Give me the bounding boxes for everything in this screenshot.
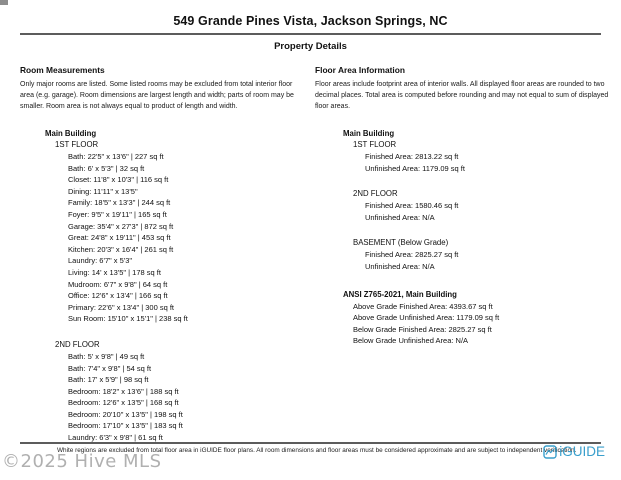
floor-block (353, 188, 609, 223)
room-row: Bath: 22'5" x 13'6" | 227 sq ft (68, 152, 164, 161)
room-row: Foyer: 9'5" x 19'11" | 165 sq ft (68, 209, 167, 219)
floor-block (55, 339, 295, 444)
building-name: Main Building (343, 129, 395, 138)
building-name: Main Building (45, 129, 97, 138)
area-row: Finished Area: 2825.27 sq ft (365, 250, 459, 260)
page-subtitle: Property Details (274, 41, 347, 52)
floor-area-section (315, 65, 609, 444)
floor-area-heading: Floor Area Information (315, 65, 405, 75)
room-row: Bath: 6' x 5'3" | 32 sq ft (68, 163, 145, 173)
iguide-logo-icon (543, 445, 557, 459)
room-row: Bath: 7'4" x 9'8" | 54 sq ft (68, 363, 152, 373)
floor-area-description: Floor areas include footprint area of interior walls. All displayed floor areas are rounded to two decimal places. Total area is computed before rounding and may not equal to sum of displayed floor areas. (315, 81, 609, 110)
floor-block (353, 139, 609, 174)
area-row: Finished Area: 2813.22 sq ft (365, 152, 459, 161)
room-row: Garage: 35'4" x 27'3" | 872 sq ft (68, 221, 174, 231)
corner-artifact (0, 0, 8, 5)
room-row: Laundry: 6'3" x 9'8" | 61 sq ft (68, 433, 163, 443)
ansi-row: Below Grade Finished Area: 2825.27 sq ft (353, 324, 492, 334)
room-row: Closet: 11'8" x 10'3" | 116 sq ft (68, 175, 169, 185)
room-row: Living: 14' x 13'5" | 178 sq ft (68, 267, 161, 277)
area-row: Unfinished Area: N/A (365, 261, 435, 271)
floor-name: 1ST FLOOR (353, 140, 397, 149)
room-row: Family: 18'5" x 13'3" | 244 sq ft (68, 198, 171, 208)
room-measurements-section (20, 65, 295, 444)
room-row: Bedroom: 17'10" x 13'5" | 183 sq ft (68, 421, 183, 431)
watermark: ©2025 Hive MLS (2, 451, 162, 472)
floor-block (55, 139, 295, 325)
room-row: Primary: 22'6" x 13'4" | 300 sq ft (68, 302, 175, 312)
room-row: Great: 24'8" x 19'11" | 453 sq ft (68, 233, 171, 243)
room-row: Bedroom: 18'2" x 13'6" | 188 sq ft (68, 386, 179, 396)
title-divider (20, 33, 601, 35)
room-row: Kitchen: 20'3" x 16'4" | 261 sq ft (68, 244, 174, 254)
floor-name: 2ND FLOOR (353, 189, 398, 199)
room-row: Bedroom: 20'10" x 13'5" | 198 sq ft (68, 409, 183, 419)
area-row: Unfinished Area: 1179.09 sq ft (365, 163, 465, 173)
iguide-logo (543, 445, 605, 459)
iguide-logo-text: iGUIDE (559, 444, 605, 459)
area-row: Unfinished Area: N/A (365, 212, 435, 222)
room-floors-list (55, 139, 295, 444)
ansi-heading: ANSI Z765-2021, Main Building (343, 289, 457, 299)
floor-block (353, 237, 609, 272)
room-row: Bedroom: 12'6" x 13'5" | 168 sq ft (68, 398, 179, 408)
room-measurements-description: Only major rooms are listed. Some listed rooms may be excluded from total interior floor area (e.g. garage). Room dimensions are largest length and width; parts of room may be smaller. Room area is not always equal to product of length and width. (20, 81, 294, 110)
room-row: Bath: 17' x 5'9" | 98 sq ft (68, 375, 149, 385)
ansi-lines (343, 301, 609, 347)
room-row: Mudroom: 6'7" x 9'8" | 64 sq ft (68, 279, 168, 289)
room-row: Bath: 5' x 9'8" | 49 sq ft (68, 351, 145, 361)
ansi-row: Below Grade Unfinished Area: N/A (353, 336, 469, 346)
area-floors-list (353, 139, 609, 273)
page-title: 549 Grande Pines Vista, Jackson Springs, NC (173, 14, 448, 28)
ansi-row: Above Grade Finished Area: 4393.67 sq ft (353, 301, 493, 311)
room-row: Office: 12'6" x 13'4" | 166 sq ft (68, 291, 168, 301)
area-row: Finished Area: 1580.46 sq ft (365, 201, 459, 211)
floor-name: BASEMENT (Below Grade) (353, 238, 449, 248)
floor-name: 1ST FLOOR (55, 140, 99, 149)
footer-disclaimer: White regions are excluded from total floor area in iGUIDE floor plans. All room dimensions and floor areas must be considered approximate and are subject to independent verification. (57, 447, 577, 454)
room-row: Laundry: 6'7" x 5'3" (68, 256, 133, 266)
ansi-row: Above Grade Unfinished Area: 1179.09 sq ft (353, 313, 500, 323)
ansi-section (343, 289, 609, 347)
content-columns (0, 65, 621, 444)
room-row: Dining: 11'11" x 13'5" (68, 186, 138, 196)
footer-divider (20, 442, 601, 444)
room-measurements-heading: Room Measurements (20, 65, 105, 75)
room-row: Sun Room: 15'10" x 15'1" | 238 sq ft (68, 314, 188, 324)
floor-name: 2ND FLOOR (55, 339, 100, 349)
